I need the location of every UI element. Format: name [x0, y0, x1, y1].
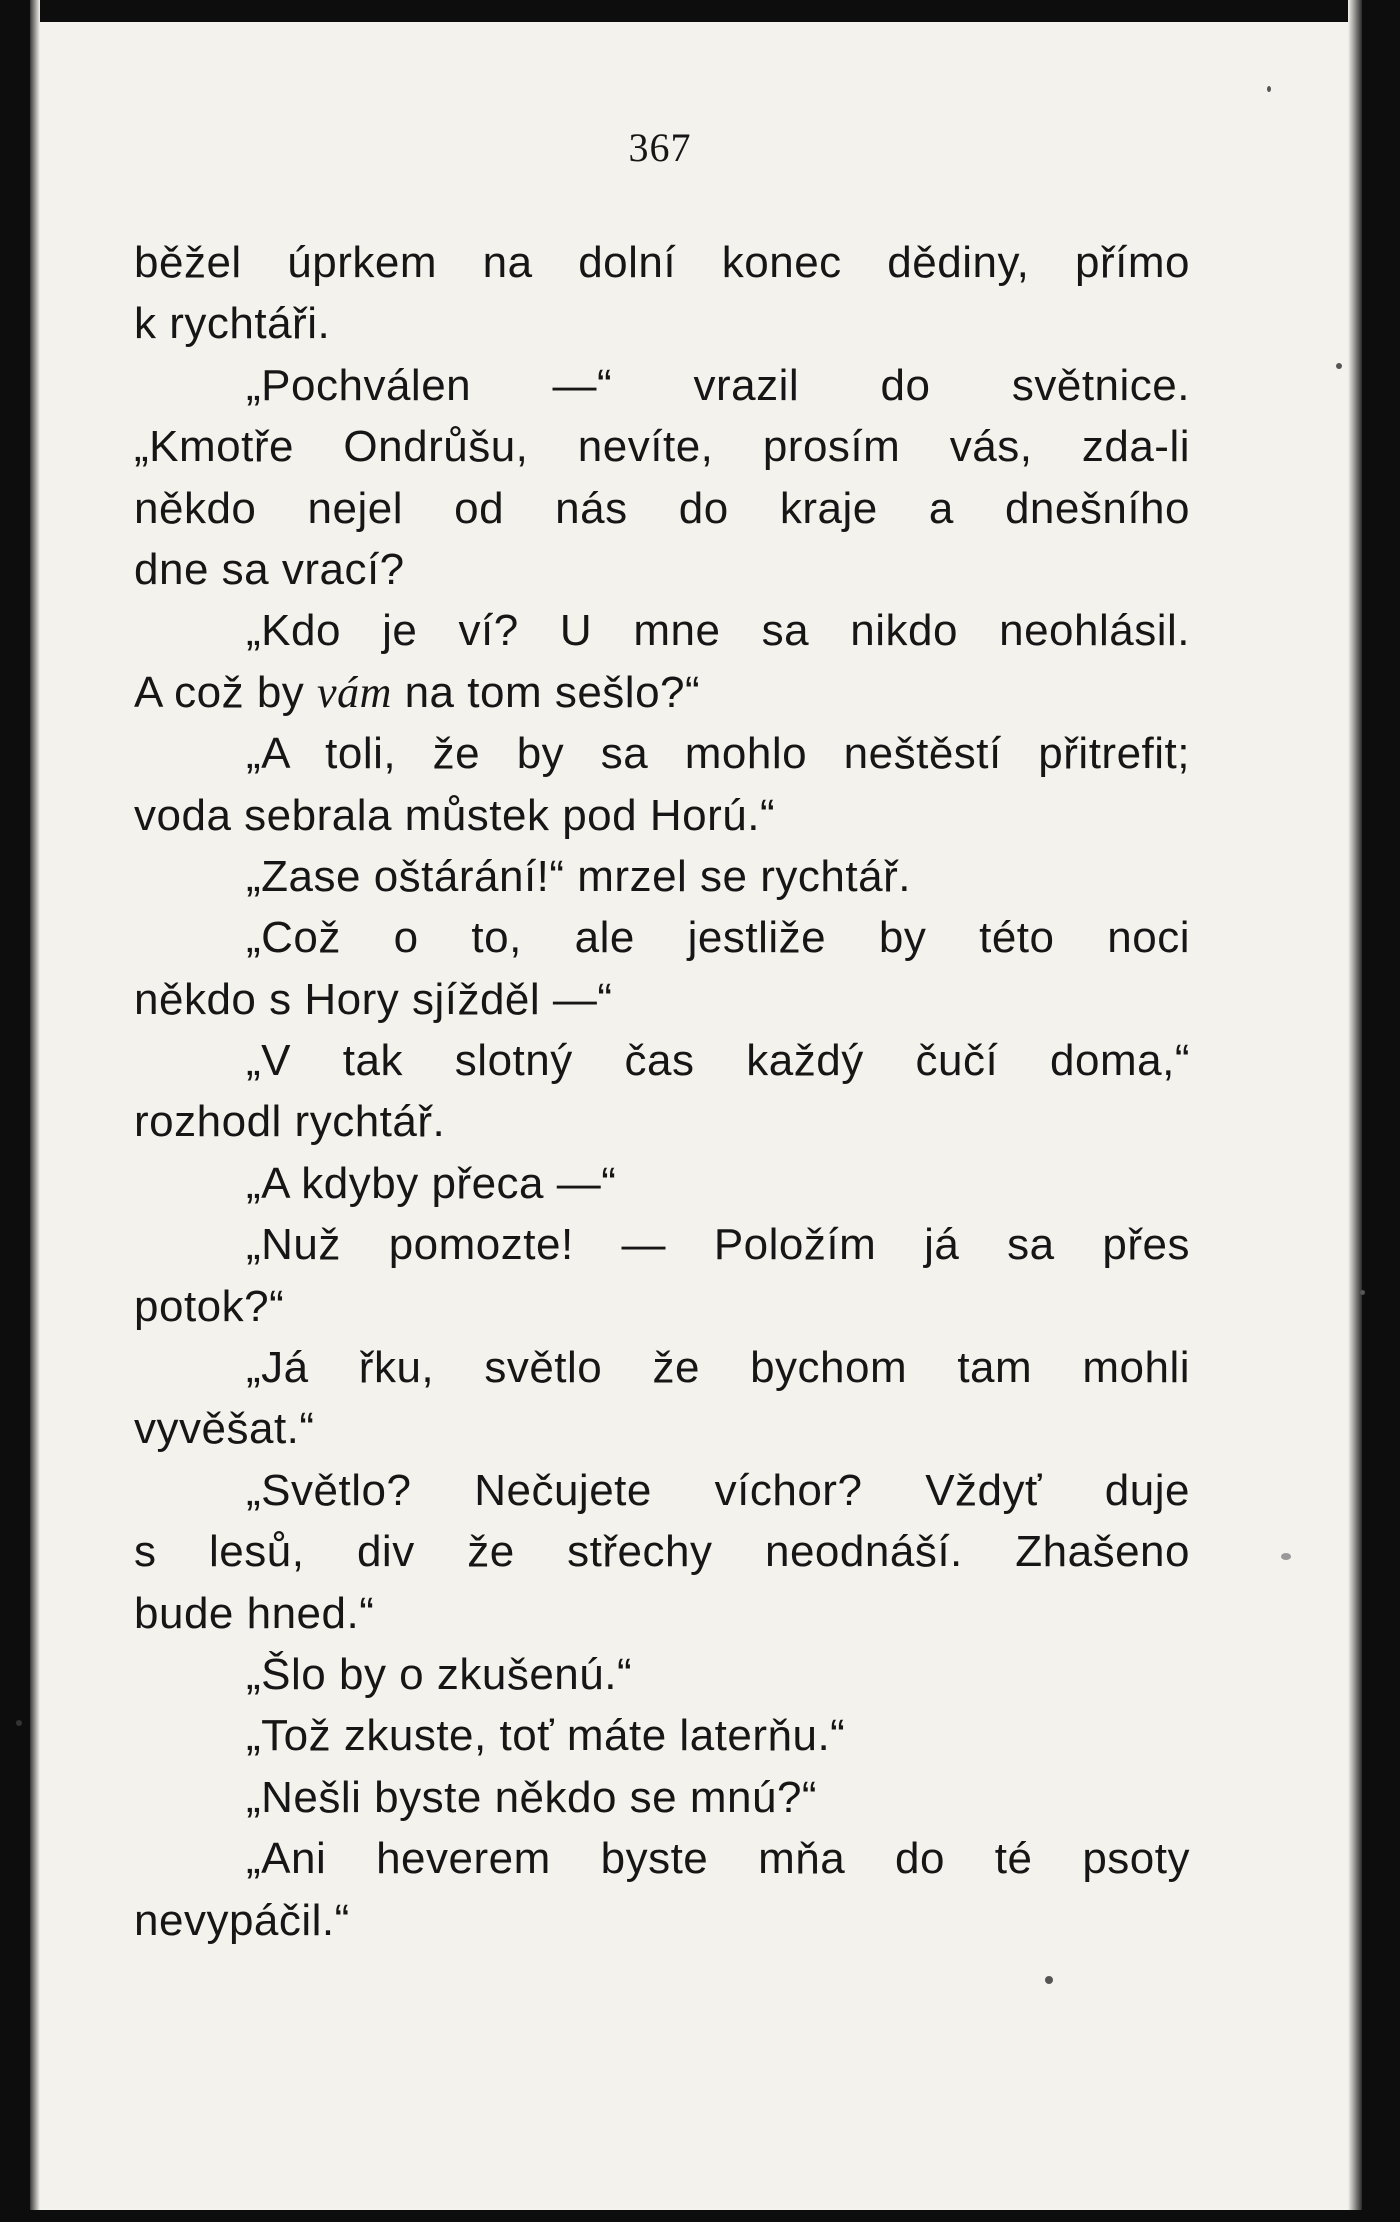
page-number: 367 — [628, 125, 692, 170]
scan-edge-left — [0, 0, 30, 2222]
text-line: dne sa vrací? — [134, 544, 405, 594]
text-line: k rychtáři. — [134, 299, 331, 349]
text-line: „Kmotře Ondrůšu, nevíte, prosím vás, zda-li — [134, 422, 1190, 472]
text-line: vyvěšat.“ — [134, 1404, 315, 1454]
dust-speck — [1045, 1976, 1053, 1984]
text-line: potok?“ — [134, 1281, 285, 1331]
text-line: někdo nejel od nás do kraje a dnešního — [134, 483, 1190, 533]
scan-shadow-right — [1348, 0, 1362, 2222]
text-line: běžel úprkem na dolní konec dědiny, přímo — [134, 238, 1190, 287]
text-line: „Já řku, světlo že bychom tam mohli — [246, 1343, 1190, 1393]
scan-shadow-left — [30, 0, 40, 2222]
text-line: „Nuž pomozte! — Položím já sa přes — [246, 1220, 1190, 1270]
dust-speck — [16, 1720, 22, 1726]
text-line: „Světlo? Nečujete víchor? Vždyť duje — [246, 1465, 1190, 1515]
scan-edge-right — [1362, 0, 1400, 2222]
text-line: „Zase oštárání!“ mrzel se rychtář. — [246, 851, 911, 901]
scan-edge-bottom — [0, 2210, 1400, 2222]
text-line: „Kdo je ví? U mne sa nikdo neohlásil. — [246, 606, 1190, 656]
text-line: „A kdyby přeca —“ — [246, 1158, 617, 1208]
text-line: rozhodl rychtář. — [134, 1097, 446, 1147]
scan-edge-top — [0, 0, 1400, 22]
body-text — [134, 232, 1190, 1951]
text-line: „Šlo by o zkušenú.“ — [246, 1649, 633, 1699]
text-line: nevypáčil.“ — [134, 1895, 350, 1945]
text-line: „Což o to, ale jestliže by této noci — [246, 913, 1190, 963]
text-line: A což by vám na tom sešlo?“ — [134, 667, 701, 717]
emphasized-word: vám — [317, 667, 392, 717]
text-line: voda sebrala můstek pod Horú.“ — [134, 790, 776, 840]
text-line: „V tak slotný čas každý čučí doma,“ — [246, 1036, 1190, 1086]
dust-speck — [1281, 1553, 1291, 1560]
dust-speck — [1360, 1290, 1365, 1295]
dust-speck — [1267, 86, 1271, 92]
text-line: bude hned.“ — [134, 1588, 375, 1638]
text-line: s lesů, div že střechy neodnáší. Zhašeno — [134, 1527, 1190, 1577]
text-line: „Nešli byste někdo se mnú?“ — [246, 1772, 818, 1822]
dust-speck — [1336, 363, 1342, 369]
text-line: někdo s Hory sjížděl —“ — [134, 974, 613, 1024]
text-line: „Tož zkuste, toť máte laterňu.“ — [246, 1711, 846, 1761]
text-line: „Pochválen —“ vrazil do světnice. — [246, 360, 1190, 410]
text-line: „Ani heverem byste mňa do té psoty — [246, 1834, 1190, 1884]
text-line: „A toli, že by sa mohlo neštěstí přitrefit; — [246, 729, 1190, 779]
